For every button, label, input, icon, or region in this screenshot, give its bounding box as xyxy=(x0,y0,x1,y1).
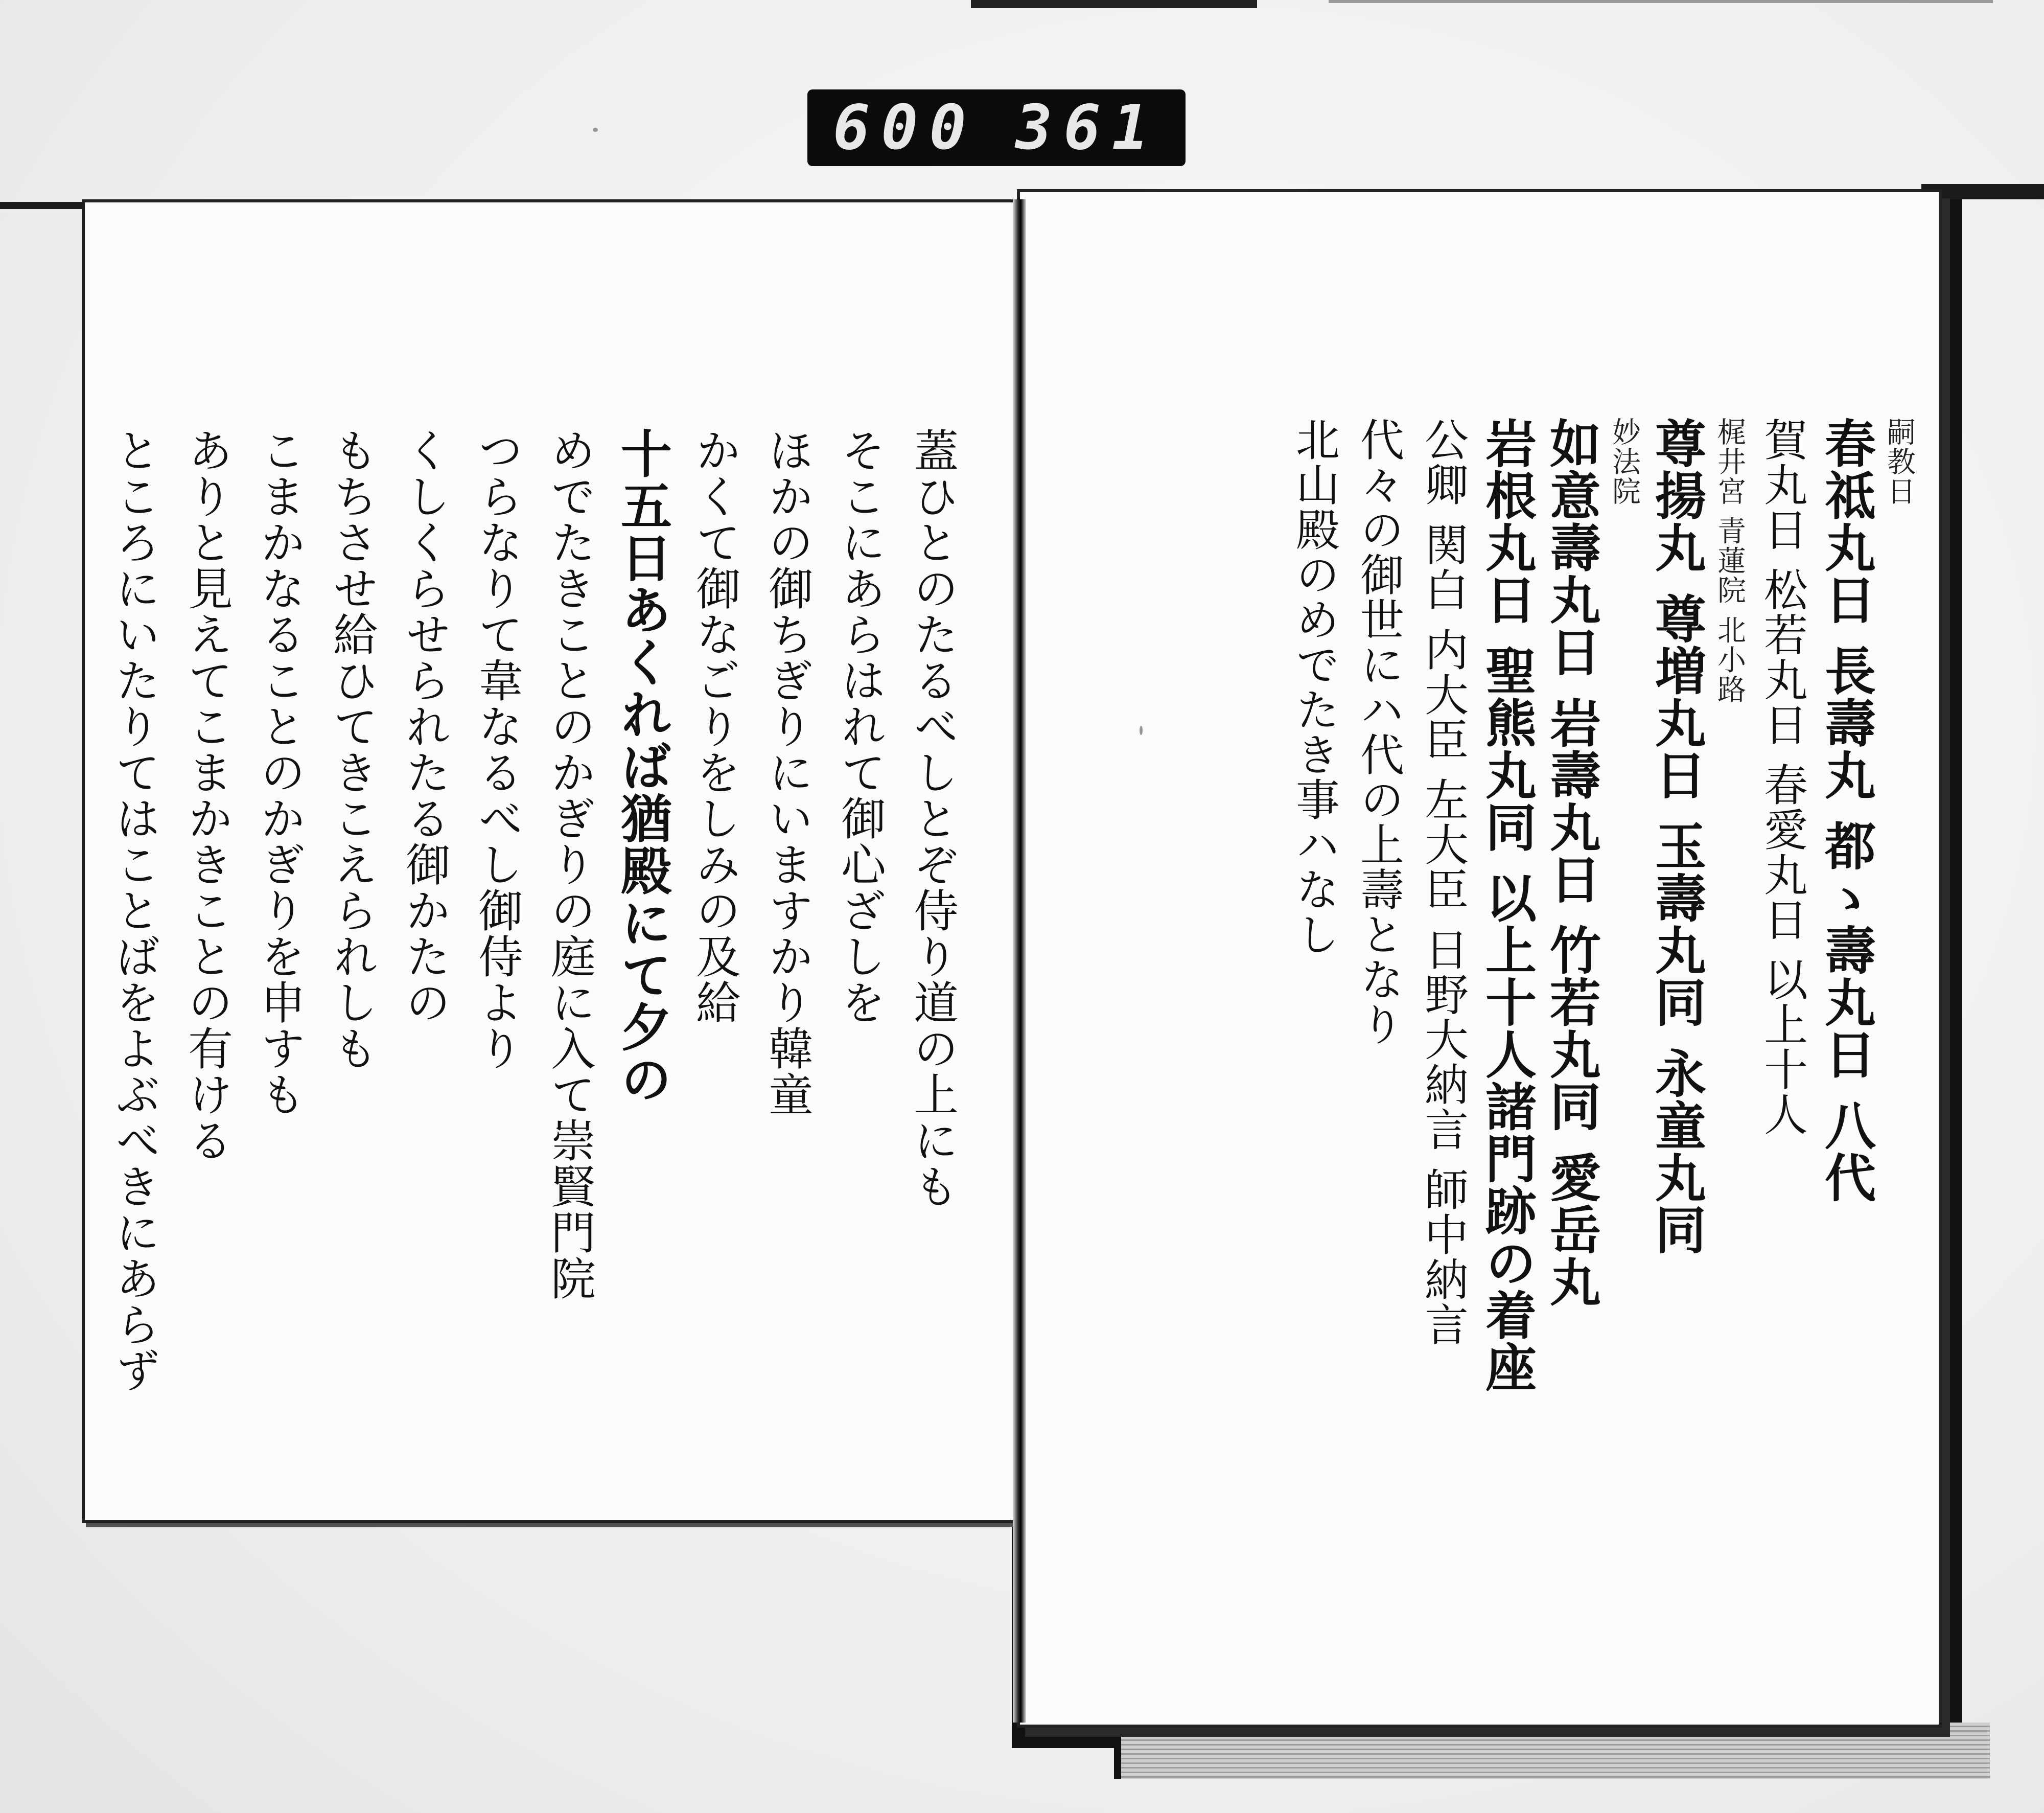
text-column: つらなりて韋なるべし御侍より xyxy=(471,427,524,1071)
microfilm-frame-counter xyxy=(807,89,1186,166)
text-column: ところにいたりてはことばをよぶべきにあらず xyxy=(108,427,161,1393)
text-column: 賀丸日 松若丸日 春愛丸日 以上十人 xyxy=(1756,417,1807,1137)
left-page xyxy=(82,199,1017,1523)
book-gutter xyxy=(1013,199,1026,1723)
text-column: 岩根丸日 聖熊丸同 以上十人諸門跡の着座 xyxy=(1477,417,1537,1393)
text-column: こまかなることのかぎりを申すも xyxy=(253,427,306,1117)
scanner-edge-top xyxy=(971,0,1257,8)
text-column: そこにあらはれて御心ざしを xyxy=(834,427,887,1025)
text-column: 北山殿のめでたき事ハなし xyxy=(1288,417,1339,957)
text-column: 妙法院 xyxy=(1608,417,1641,506)
left-page-text xyxy=(108,427,969,1475)
right-page-text xyxy=(1071,417,1919,1695)
frame-counter-right: 361 xyxy=(1015,92,1160,164)
text-column: ほかの御ちぎりにいますかり韓童 xyxy=(761,427,814,1117)
text-column: 公卿 関白 内大臣 左大臣 日野大納言 師中納言 xyxy=(1417,417,1468,1347)
right-page xyxy=(1017,189,1942,1728)
scanner-edge-left xyxy=(0,202,92,209)
scan-dust xyxy=(1140,726,1143,735)
text-column: かくて御なごりをしみの及給 xyxy=(689,427,741,1025)
text-column: 春祗丸日 長壽丸 都ゝ壽丸日 八代 xyxy=(1816,417,1876,1204)
text-column: めでたきことのかぎりの庭に入て崇賢門院 xyxy=(544,427,596,1301)
text-column: 代々の御世にハ代の上壽となり xyxy=(1353,417,1404,1047)
text-column: 嗣教日 xyxy=(1883,417,1916,506)
text-column: ありと見えてこまかきことの有ける xyxy=(181,427,234,1163)
text-column: くしくらせられたる御かたの xyxy=(399,427,451,1025)
frame-counter-left: 600 xyxy=(833,92,978,164)
text-column: 如意壽丸日 岩壽丸日 竹若丸同 愛岳丸 xyxy=(1541,417,1601,1308)
open-book xyxy=(82,189,1952,1753)
text-column: 尊揚丸 尊増丸日 玉壽丸同 永童丸同 xyxy=(1646,417,1707,1256)
page-stack-edge xyxy=(1114,1723,1990,1779)
scanner-edge-top-faint xyxy=(1329,0,1993,3)
text-column: 梶井宮 青蓮院 北小路 xyxy=(1713,417,1746,704)
text-column: 蓋ひとのたるべしとぞ侍り道の上にも xyxy=(907,427,959,1209)
text-column: もちさせ給ひてきこえられしも xyxy=(326,427,379,1071)
scan-dust xyxy=(593,128,598,132)
text-column: 十五日あくれば猶殿にて夕の xyxy=(612,427,672,1105)
